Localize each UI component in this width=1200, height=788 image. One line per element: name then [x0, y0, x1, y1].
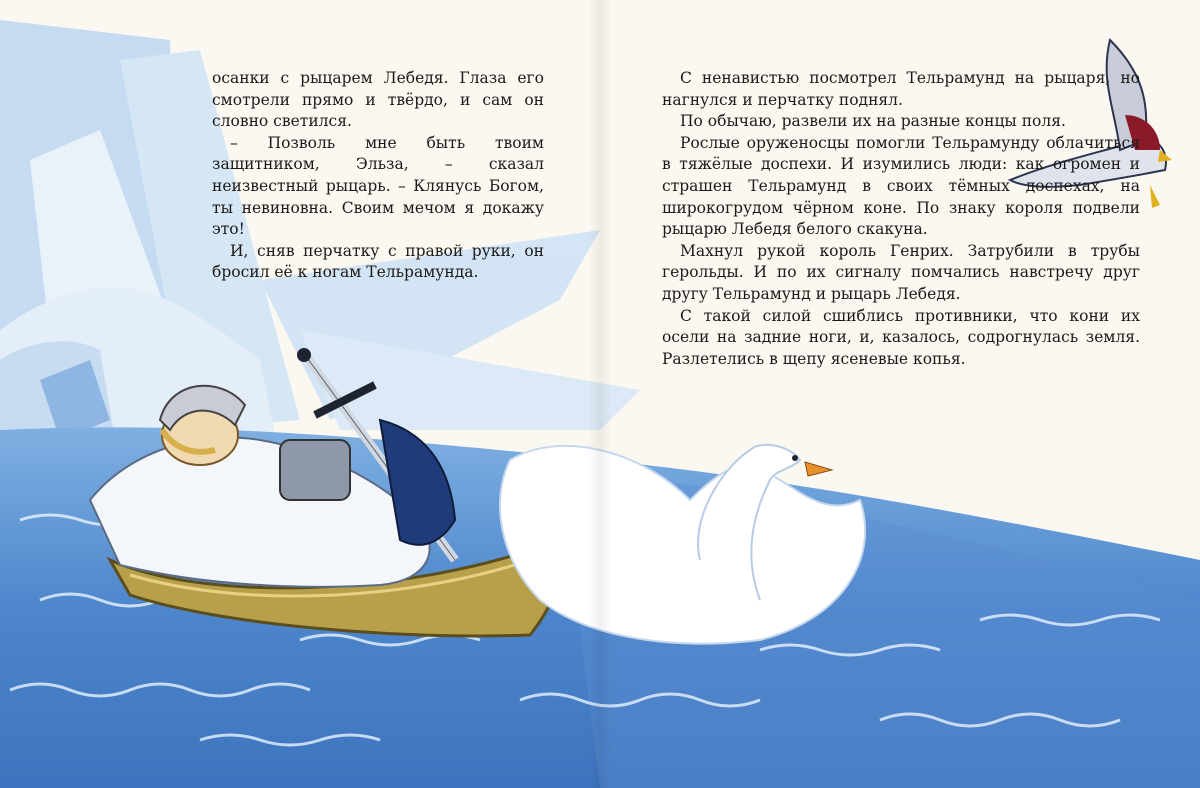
paragraph: И, сняв перчатку с правой руки, он бросил её к ногам Тельрамунда. [212, 241, 544, 282]
paragraph: Рослые оруженосцы помогли Тельрамунду облачиться в тяжёлые доспехи. И изумились люди: как огромен и страшен Тельрамунд в своих тёмных доспехах, на широкогрудом чёрном коне. По знаку короля подвели рыцарю Лебедя белого скакуна. [662, 133, 1140, 239]
paragraph: По обычаю, развели их на разные концы поля. [680, 112, 1066, 131]
right-page-text [662, 68, 1140, 370]
paragraph: – Позволь мне быть твоим защитником, Эльза, – сказал неизвестный рыцарь. – Клянусь Богом, ты невиновна. Своим мечом я докажу это! [212, 133, 544, 239]
left-page-text [212, 68, 544, 284]
paragraph: осанки с рыцарем Лебедя. Глаза его смотрели прямо и твёрдо, и сам он словно светился. [212, 69, 544, 131]
paragraph: Махнул рукой король Генрих. Затрубили в трубы герольды. И по их сигналу помчались навстречу друг другу Тельрамунд и рыцарь Лебедя. [662, 241, 1140, 303]
paragraph: С такой силой сшиблись противники, что кони их осели на задние ноги, и, казалось, содрогнулась земля. Разлетелись в щепу ясеневые копья. [662, 306, 1140, 368]
book-gutter [588, 0, 612, 788]
paragraph: С ненавистью посмотрел Тельрамунд на рыцаря, но нагнулся и перчатку поднял. [662, 69, 1140, 109]
